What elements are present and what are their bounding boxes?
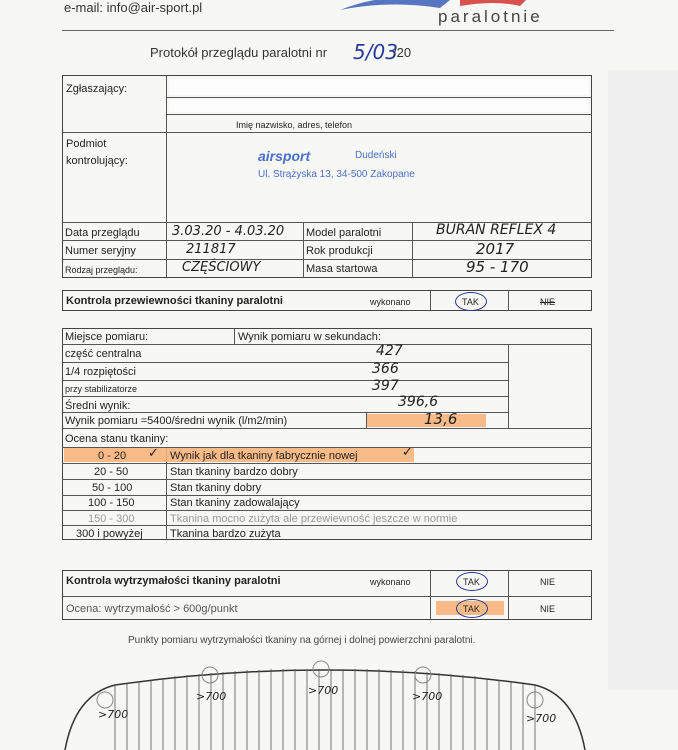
- grade-desc: Stan tkaniny bardzo dobry: [170, 466, 298, 478]
- measure-row-label: przy stabilizatorze: [65, 384, 138, 394]
- applicant-caption: Imię nazwisko, adres, telefon: [236, 120, 353, 130]
- bleed-through-shadow: [608, 70, 678, 690]
- date-label: Data przeglądu: [65, 227, 140, 239]
- place-header: Miejsce pomiaru:: [65, 331, 149, 343]
- formula-value: 13,6: [424, 410, 458, 428]
- model-value: BURAN REFLEX 4: [436, 222, 557, 238]
- grade-range: 100 - 150: [88, 497, 135, 509]
- year-label: Rok produkcji: [306, 245, 373, 257]
- result-header: Wynik pomiaru w sekundach:: [238, 331, 381, 343]
- porosity-done-label: wykonano: [370, 297, 411, 307]
- point-value: >700: [526, 712, 557, 725]
- measure-row-value: 427: [376, 343, 403, 359]
- measure-row-value: 366: [372, 361, 399, 377]
- redacted-applicant-line-2: [170, 100, 588, 112]
- mass-label: Masa startowa: [306, 263, 378, 275]
- header-divider: [62, 30, 614, 31]
- strength-yes: TAK: [463, 577, 480, 587]
- wing-diagram: [55, 655, 595, 750]
- grade-desc: Stan tkaniny zadowalający: [170, 497, 300, 509]
- strength-no: NIE: [540, 577, 556, 587]
- point-value: >700: [412, 690, 443, 703]
- stamp-brand: airsport: [258, 148, 311, 164]
- inspector-label-1: Podmiot: [66, 138, 107, 150]
- grade-header: Ocena stanu tkaniny:: [65, 433, 169, 445]
- measure-row-value: 397: [372, 378, 399, 394]
- applicant-label: Zgłaszający:: [66, 83, 128, 95]
- grade-desc: Stan tkaniny dobry: [170, 482, 262, 494]
- type-label: Rodzaj przeglądu:: [65, 265, 138, 275]
- grade-range: 300 i powyżej: [76, 528, 143, 540]
- point-value: >700: [98, 708, 129, 721]
- porosity-title: Kontrola przewiewności tkaniny paralotni: [66, 295, 283, 307]
- strength-grade-label: Ocena: wytrzymałość > 600g/punkt: [66, 603, 238, 615]
- strength-title: Kontrola wytrzymałości tkaniny paralotni: [66, 575, 281, 587]
- serial-value: 211817: [186, 242, 236, 257]
- serial-label: Numer seryjny: [65, 245, 136, 257]
- porosity-yes: TAK: [462, 297, 479, 307]
- grade-desc: Tkanina bardzo zużyta: [170, 528, 281, 540]
- grade-desc: Tkanina mocno zużyta ale przewiewność jeszcze w normie: [170, 513, 458, 525]
- applicant-vdivider: [166, 75, 167, 132]
- header-email: e-mail: info@air-sport.pl: [64, 0, 203, 15]
- model-label: Model paralotni: [306, 227, 382, 239]
- redacted-applicant-line-1: [170, 79, 588, 95]
- avg-value: 396,6: [398, 394, 439, 410]
- type-value: CZĘŚCIOWY: [182, 260, 261, 275]
- point-value: >700: [308, 684, 339, 697]
- grade-range: 150 - 300: [88, 513, 135, 525]
- check-mark-icon: ✓: [148, 446, 159, 461]
- point-value: >700: [196, 690, 227, 703]
- grade-range: 0 - 20: [98, 450, 127, 462]
- protocol-year: /20: [393, 45, 412, 60]
- date-value: 3.03.20 - 4.03.20: [172, 224, 285, 239]
- diagram-caption: Punkty pomiaru wytrzymałości tkaniny na górnej i dolnej powierzchni paralotni.: [128, 635, 476, 646]
- stamp-address: Ul. Strążyska 13, 34-500 Zakopane: [258, 169, 415, 180]
- protocol-title: Protokół przeglądu paralotni nr: [150, 45, 328, 60]
- inspector-label-2: kontrolujący:: [66, 155, 128, 167]
- measure-row-label: część centralna: [65, 348, 142, 360]
- avg-label: Średni wynik:: [65, 400, 131, 412]
- protocol-number: 5/03: [353, 40, 398, 64]
- grade-range: 50 - 100: [92, 482, 133, 494]
- year-value: 2017: [476, 240, 515, 258]
- porosity-no: NIE: [540, 297, 556, 307]
- header-brand-sub: paralotnie: [438, 7, 543, 26]
- mass-value: 95 - 170: [466, 258, 529, 276]
- strength-no2: NIE: [540, 604, 556, 614]
- measure-row-label: 1/4 rozpiętości: [65, 366, 136, 378]
- formula-label: Wynik pomiaru =5400/średni wynik (l/m2/min): [65, 415, 288, 427]
- strength-done-label: wykonano: [370, 577, 411, 587]
- grade-range: 20 - 50: [94, 466, 129, 478]
- check-mark-icon: ✓: [402, 445, 413, 460]
- stamp-name: Dudeński: [355, 150, 397, 161]
- strength-yes2: TAK: [463, 604, 480, 614]
- grade-desc: Wynik jak dla tkaniny fabrycznie nowej: [170, 450, 358, 462]
